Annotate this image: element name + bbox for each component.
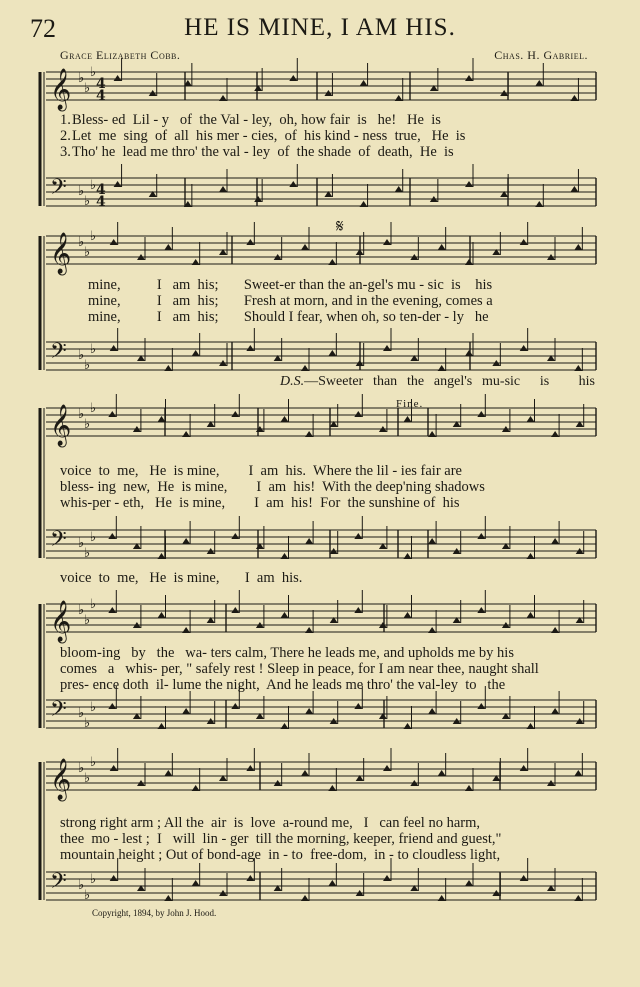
page-number: 72 bbox=[30, 14, 56, 43]
shape-note bbox=[477, 411, 485, 417]
shape-note bbox=[354, 411, 362, 417]
bass-clef: 𝄢 bbox=[50, 527, 67, 557]
flat-sign: ♭ bbox=[90, 229, 97, 244]
shape-note bbox=[182, 431, 190, 437]
shape-note bbox=[164, 770, 172, 776]
verse-3-line-4: pres- ence doth il- lume the night, And he leads me thro' the val-ley to the bbox=[60, 677, 506, 693]
shape-note bbox=[246, 765, 254, 771]
time-signature: 4 bbox=[96, 88, 106, 104]
composer-credit: Chas. H. Gabriel. bbox=[494, 48, 588, 62]
shape-note bbox=[305, 627, 313, 633]
verse-3-line-5: mountain height ; Out of bond-age in - to free-dom, in - to cloudless light, bbox=[60, 847, 501, 863]
treble-clef: 𝄞 bbox=[50, 69, 72, 110]
shape-note bbox=[164, 244, 172, 250]
shape-note bbox=[477, 533, 485, 539]
flat-sign: ♭ bbox=[78, 536, 85, 551]
shape-note bbox=[465, 350, 473, 356]
flat-sign: ♭ bbox=[78, 603, 85, 618]
verse-2-line-3: bless- ing new, He is mine, I am his! With the deep'ning shadows bbox=[60, 479, 485, 495]
verse-1-line-5: strong right arm ; All the air is love a-round me, I can feel no harm, bbox=[60, 815, 480, 831]
shape-note bbox=[465, 75, 473, 81]
verse-2-line-1: 2. Let me sing of all his mer - cies, of his kind - ness true, He is bbox=[60, 128, 466, 144]
treble-clef: 𝄞 bbox=[50, 759, 72, 800]
shape-note bbox=[354, 533, 362, 539]
shape-note bbox=[383, 765, 391, 771]
shape-note bbox=[164, 895, 172, 901]
bass-clef: 𝄢 bbox=[50, 175, 67, 205]
shape-note bbox=[570, 186, 578, 192]
shape-note bbox=[428, 538, 436, 544]
flat-sign: ♭ bbox=[78, 71, 85, 86]
shape-note bbox=[477, 607, 485, 613]
shape-note bbox=[520, 875, 528, 881]
shape-note bbox=[182, 708, 190, 714]
shape-note bbox=[438, 365, 446, 371]
flat-sign: ♭ bbox=[90, 755, 97, 770]
shape-note bbox=[574, 244, 582, 250]
bass-clef: 𝄢 bbox=[50, 339, 67, 369]
time-signature: 4 bbox=[96, 182, 106, 198]
shape-note bbox=[383, 345, 391, 351]
flat-sign: ♭ bbox=[84, 716, 91, 731]
shape-note bbox=[110, 345, 118, 351]
verse-2-line-4: comes a whis- per, " safely rest ! Sleep in peace, for I am near thee, naught shall bbox=[60, 661, 539, 677]
shape-note bbox=[231, 703, 239, 709]
shape-note bbox=[535, 201, 543, 207]
shape-note bbox=[301, 244, 309, 250]
flat-sign: ♭ bbox=[90, 872, 97, 887]
segno-sign: 𝄋 bbox=[336, 216, 344, 237]
shape-note bbox=[527, 416, 535, 422]
shape-note bbox=[404, 612, 412, 618]
shape-note bbox=[158, 723, 166, 729]
lyricist-credit: Grace Elizabeth Cobb. bbox=[60, 48, 181, 62]
flat-sign: ♭ bbox=[78, 235, 85, 250]
shape-note bbox=[114, 75, 122, 81]
shape-note bbox=[465, 259, 473, 265]
treble-clef: 𝄞 bbox=[50, 405, 72, 446]
flat-sign: ♭ bbox=[84, 245, 91, 260]
shape-note bbox=[164, 365, 172, 371]
shape-note bbox=[383, 875, 391, 881]
shape-note bbox=[192, 350, 200, 356]
shape-note bbox=[395, 186, 403, 192]
shape-note bbox=[281, 723, 289, 729]
flat-sign: ♭ bbox=[90, 65, 97, 80]
shape-note bbox=[428, 627, 436, 633]
flat-sign: ♭ bbox=[84, 888, 91, 903]
shape-note bbox=[383, 239, 391, 245]
shape-note bbox=[219, 186, 227, 192]
flat-sign: ♭ bbox=[90, 530, 97, 545]
shape-note bbox=[305, 538, 313, 544]
verse-1-line-3: voice to me, He is mine, I am his. Where the lil - ies fair are bbox=[60, 463, 462, 479]
shape-note bbox=[520, 239, 528, 245]
flat-sign: ♭ bbox=[90, 597, 97, 612]
shape-note bbox=[231, 533, 239, 539]
shape-note bbox=[570, 95, 578, 101]
time-signature: 4 bbox=[96, 76, 106, 92]
shape-note bbox=[477, 703, 485, 709]
shape-note bbox=[574, 365, 582, 371]
shape-note bbox=[395, 95, 403, 101]
verse-1-line-4: bloom-ing by the wa- ters calm, There he leads me, and upholds me by his bbox=[60, 645, 514, 661]
shape-note bbox=[551, 627, 559, 633]
shape-note bbox=[108, 703, 116, 709]
flat-sign: ♭ bbox=[90, 700, 97, 715]
shape-note bbox=[301, 770, 309, 776]
treble-clef: 𝄞 bbox=[50, 601, 72, 642]
shape-note bbox=[404, 723, 412, 729]
verse-3-line-3: whis-per - eth, He is mine, I am his! For the sunshine of his bbox=[60, 495, 460, 511]
shape-note bbox=[551, 538, 559, 544]
shape-note bbox=[281, 553, 289, 559]
shape-note bbox=[328, 259, 336, 265]
shape-note bbox=[354, 607, 362, 613]
bass-clef: 𝄢 bbox=[50, 869, 67, 899]
shape-note bbox=[551, 708, 559, 714]
shape-note bbox=[465, 785, 473, 791]
shape-note bbox=[281, 416, 289, 422]
shape-note bbox=[527, 553, 535, 559]
shape-note bbox=[231, 411, 239, 417]
flat-sign: ♭ bbox=[90, 342, 97, 357]
verse-3-line-1: 3. Tho' he lead me thro' the val - ley of the shade of death, He is bbox=[60, 144, 454, 160]
shape-note bbox=[192, 785, 200, 791]
flat-sign: ♭ bbox=[78, 184, 85, 199]
shape-note bbox=[219, 95, 227, 101]
copyright-notice: Copyright, 1894, by John J. Hood. bbox=[92, 908, 217, 918]
verse-3-line-2: mine, I am his; Should I fear, when oh, so ten-der - ly he bbox=[88, 309, 489, 325]
shape-note bbox=[520, 765, 528, 771]
flat-sign: ♭ bbox=[84, 417, 91, 432]
bass-text-line-3: voice to me, He is mine, I am his. bbox=[60, 570, 303, 586]
shape-note bbox=[108, 533, 116, 539]
shape-note bbox=[108, 607, 116, 613]
shape-note bbox=[574, 895, 582, 901]
shape-note bbox=[527, 612, 535, 618]
flat-sign: ♭ bbox=[90, 178, 97, 193]
shape-note bbox=[110, 875, 118, 881]
flat-sign: ♭ bbox=[78, 706, 85, 721]
dal-segno-line: D.S.—Sweeter than the angel's mu-sic is his bbox=[280, 374, 595, 389]
shape-note bbox=[360, 201, 368, 207]
shape-note bbox=[438, 770, 446, 776]
flat-sign: ♭ bbox=[78, 878, 85, 893]
shape-note bbox=[108, 411, 116, 417]
shape-note bbox=[404, 553, 412, 559]
shape-note bbox=[535, 80, 543, 86]
shape-note bbox=[527, 723, 535, 729]
flat-sign: ♭ bbox=[84, 81, 91, 96]
shape-note bbox=[328, 880, 336, 886]
shape-note bbox=[301, 365, 309, 371]
shape-note bbox=[465, 181, 473, 187]
treble-clef: 𝄞 bbox=[50, 233, 72, 274]
flat-sign: ♭ bbox=[84, 358, 91, 373]
shape-note bbox=[246, 239, 254, 245]
shape-note bbox=[246, 345, 254, 351]
shape-note bbox=[246, 875, 254, 881]
shape-note bbox=[110, 239, 118, 245]
flat-sign: ♭ bbox=[78, 407, 85, 422]
shape-note bbox=[158, 612, 166, 618]
shape-note bbox=[231, 607, 239, 613]
shape-note bbox=[305, 708, 313, 714]
shape-note bbox=[182, 627, 190, 633]
flat-sign: ♭ bbox=[90, 401, 97, 416]
shape-note bbox=[289, 181, 297, 187]
shape-note bbox=[354, 703, 362, 709]
flat-sign: ♭ bbox=[84, 546, 91, 561]
shape-note bbox=[305, 431, 313, 437]
shape-note bbox=[182, 538, 190, 544]
flat-sign: ♭ bbox=[84, 771, 91, 786]
shape-note bbox=[574, 770, 582, 776]
shape-note bbox=[360, 80, 368, 86]
flat-sign: ♭ bbox=[84, 613, 91, 628]
hymn-title: HE IS MINE, I AM HIS. bbox=[184, 14, 456, 41]
shape-note bbox=[428, 431, 436, 437]
shape-note bbox=[328, 350, 336, 356]
shape-note bbox=[520, 345, 528, 351]
time-signature: 4 bbox=[96, 194, 106, 210]
flat-sign: ♭ bbox=[84, 194, 91, 209]
shape-note bbox=[551, 431, 559, 437]
shape-note bbox=[110, 765, 118, 771]
flat-sign: ♭ bbox=[78, 348, 85, 363]
shape-note bbox=[289, 75, 297, 81]
shape-note bbox=[404, 416, 412, 422]
verse-2-line-5: thee mo - lest ; I will lin - ger till the morning, keeper, friend and guest," bbox=[60, 831, 502, 847]
shape-note bbox=[192, 880, 200, 886]
bass-clef: 𝄢 bbox=[50, 697, 67, 727]
fine-marking: Fine. bbox=[396, 398, 424, 410]
shape-note bbox=[438, 895, 446, 901]
verse-2-line-2: mine, I am his; Fresh at morn, and in the evening, comes a bbox=[88, 293, 493, 309]
shape-note bbox=[328, 785, 336, 791]
shape-note bbox=[114, 181, 122, 187]
shape-note bbox=[465, 880, 473, 886]
shape-note bbox=[192, 259, 200, 265]
verse-1-line-2: mine, I am his; Sweet-er than the an-gel's mu - sic is his bbox=[88, 277, 493, 293]
shape-note bbox=[428, 708, 436, 714]
shape-note bbox=[281, 612, 289, 618]
flat-sign: ♭ bbox=[78, 761, 85, 776]
verse-1-line-1: 1. Bless- ed Lil - y of the Val - ley, oh, how fair is he! He is bbox=[60, 112, 441, 128]
shape-note bbox=[301, 895, 309, 901]
shape-note bbox=[438, 244, 446, 250]
